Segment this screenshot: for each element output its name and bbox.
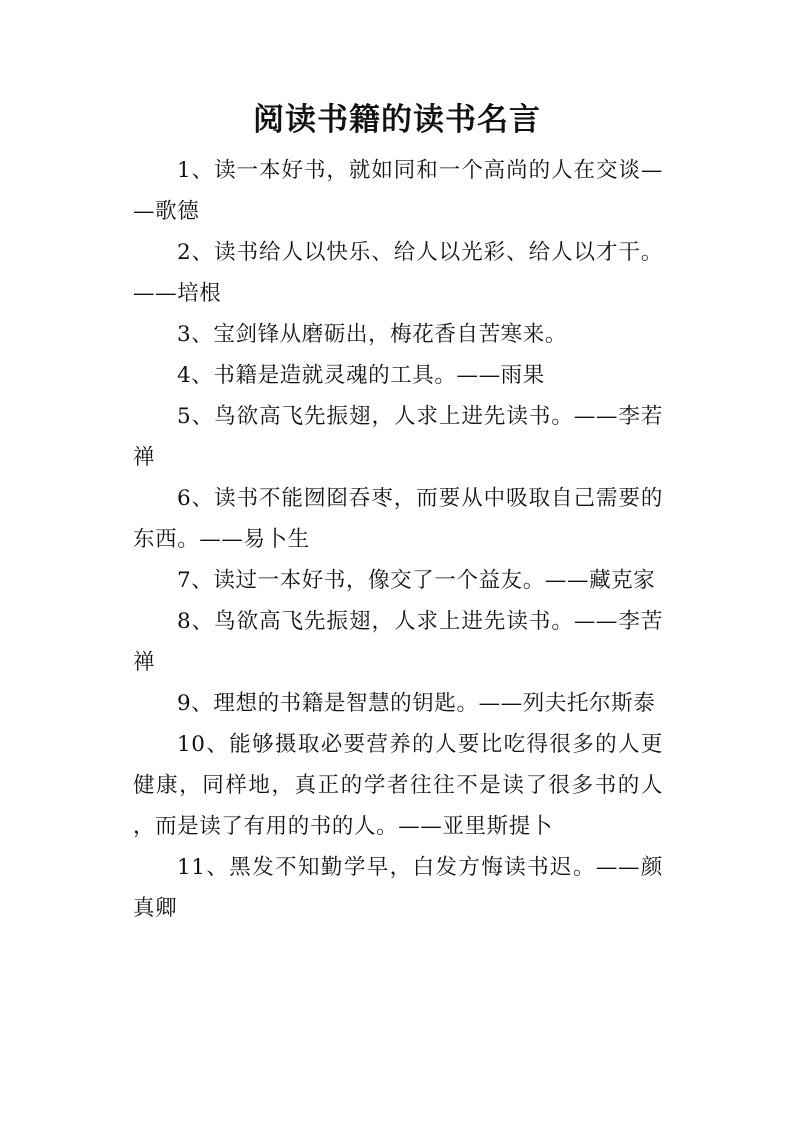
quote-paragraph: 3、宝剑锋从磨砺出，梅花香自苦寒来。 <box>177 322 567 347</box>
quote-paragraph: 8、鸟欲高飞先振翅，人求上进先读书。——李苦禅 <box>133 609 663 675</box>
document-title: 阅读书籍的读书名言 <box>253 102 541 138</box>
quotes-list <box>133 150 663 929</box>
quote-paragraph: 10、能够摄取必要营养的人要比吃得很多的人更健康，同样地，真正的学者往往不是读了很多书的人，而是读了有用的书的人。——亚里斯提卜 <box>133 732 663 839</box>
quote-paragraph: 6、读书不能囫囵吞枣，而要从中吸取自己需要的东西。——易卜生 <box>133 486 663 552</box>
quote-paragraph: 2、读书给人以快乐、给人以光彩、给人以才干。——培根 <box>133 240 663 306</box>
quote-paragraph: 1、读一本好书，就如同和一个高尚的人在交谈——歌德 <box>133 158 663 224</box>
quote-paragraph: 5、鸟欲高飞先振翅，人求上进先读书。——李若禅 <box>133 404 663 470</box>
quote-paragraph: 11、黑发不知勤学早，白发方悔读书迟。——颜真卿 <box>133 855 663 921</box>
quote-paragraph: 4、书籍是造就灵魂的工具。——雨果 <box>177 363 545 388</box>
quote-paragraph: 7、读过一本好书，像交了一个益友。——藏克家 <box>177 568 656 593</box>
quote-paragraph: 9、理想的书籍是智慧的钥匙。——列夫托尔斯泰 <box>177 691 656 716</box>
